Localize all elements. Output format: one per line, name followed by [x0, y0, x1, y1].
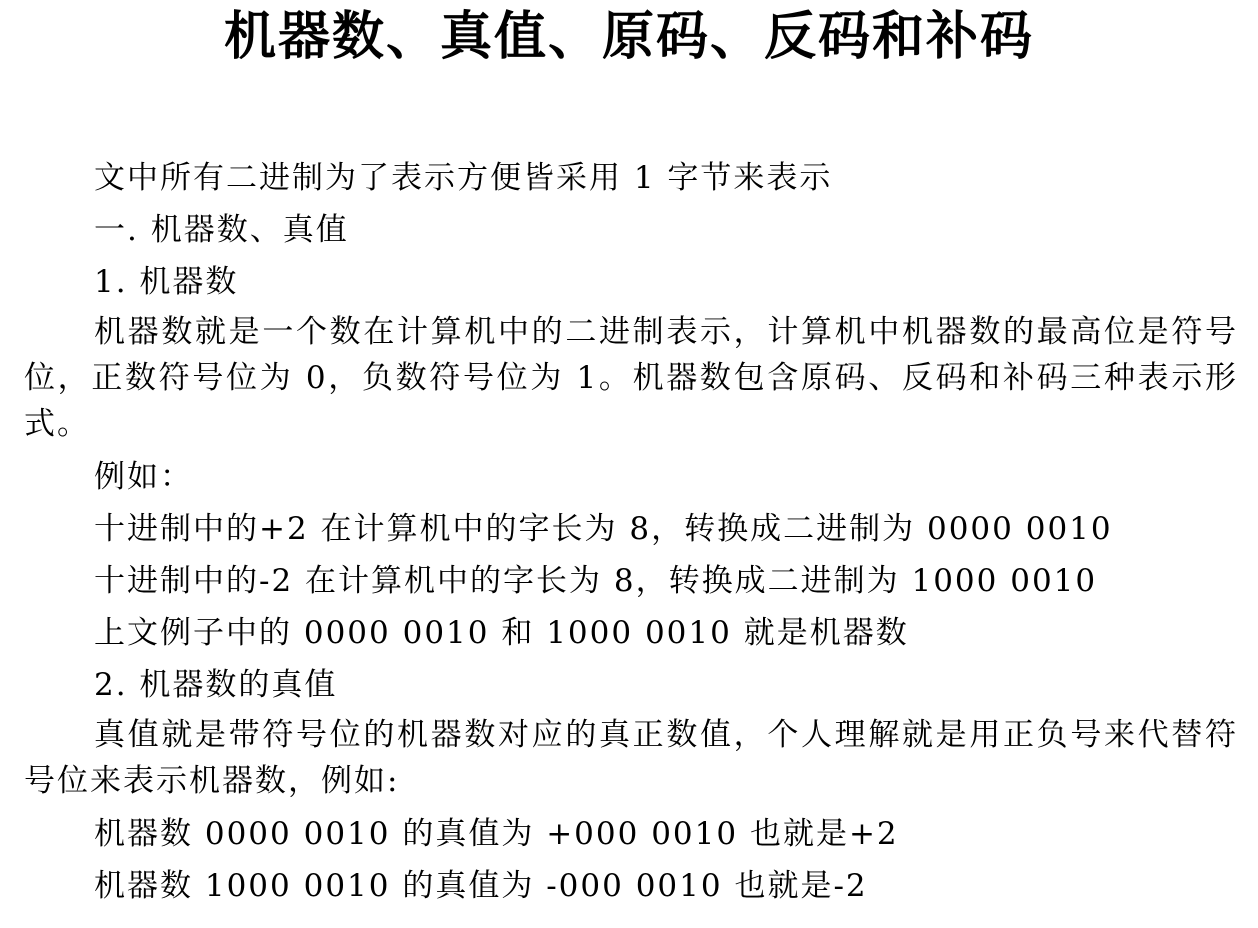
- machine-number-definition: 机器数就是一个数在计算机中的二进制表示，计算机中机器数的最高位是符号位，正数符号位为 0，负数符号位为 1。机器数包含原码、反码和补码三种表示形式。: [24, 314, 1238, 442]
- page-title: 机器数、真值、原码、反码和补码: [223, 7, 1034, 67]
- section-heading-machine-number-true-value: 一. 机器数、真值: [94, 212, 349, 248]
- true-value-definition: 真值就是带符号位的机器数对应的真正数值，个人理解就是用正负号来代替符号位来表示机器数，例如:: [24, 717, 1238, 799]
- intro-note: 文中所有二进制为了表示方便皆采用 1 字节来表示: [94, 160, 833, 196]
- example-positive-two: 十进制中的+2 在计算机中的字长为 8，转换成二进制为 0000 0010: [94, 511, 1113, 547]
- example-conclusion: 上文例子中的 0000 0010 和 1000 0010 就是机器数: [94, 615, 909, 651]
- subsection-heading-machine-number: 1. 机器数: [94, 264, 239, 300]
- document-body: [24, 152, 1238, 912]
- true-value-example-positive: 机器数 0000 0010 的真值为 +000 0010 也就是+2: [94, 816, 899, 852]
- subsection-heading-true-value: 2. 机器数的真值: [94, 667, 338, 703]
- true-value-example-negative: 机器数 1000 0010 的真值为 -000 0010 也就是-2: [94, 868, 868, 904]
- example-negative-two: 十进制中的-2 在计算机中的字长为 8，转换成二进制为 1000 0010: [94, 563, 1098, 599]
- example-label: 例如：: [94, 459, 193, 495]
